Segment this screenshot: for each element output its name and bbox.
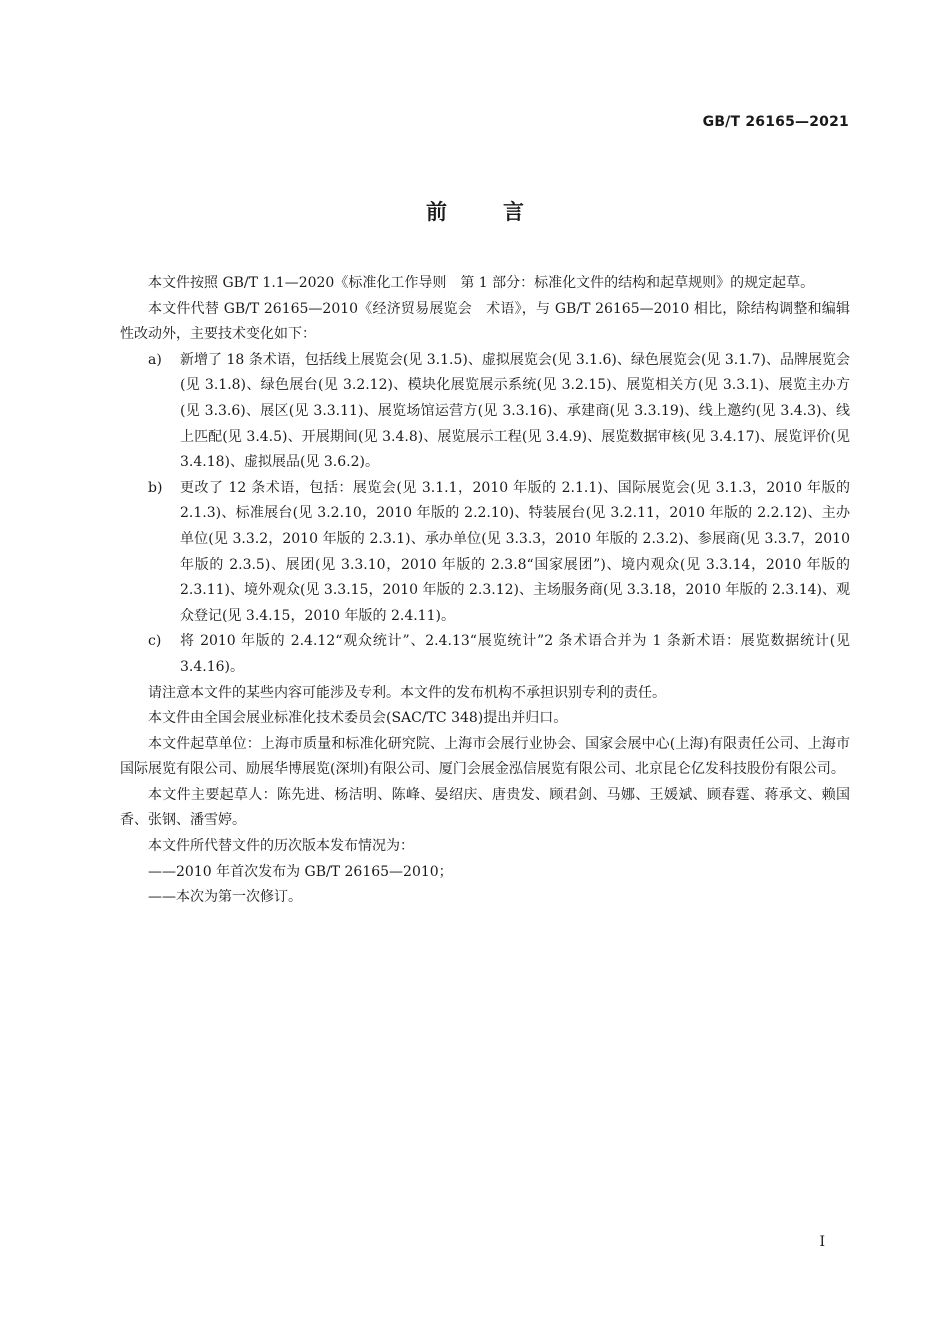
paragraph-replacement: 本文件代替 GB/T 26165—2010《经济贸易展览会 术语》，与 GB/T 26165—2010 相比，除结构调整和编辑性改动外，主要技术变化如下：: [120, 300, 850, 343]
paragraph-history-intro: 本文件所代替文件的历次版本发布情况为：: [148, 838, 414, 855]
paragraph-patent-notice: 请注意本文件的某些内容可能涉及专利。本文件的发布机构不承担识别专利的责任。: [148, 684, 666, 701]
standard-number: GB/T 26165—2021: [702, 114, 849, 130]
list-item: [120, 348, 850, 476]
list-item-text: 更改了 12 条术语，包括：展览会(见 3.1.1，2010 年版的 2.1.1)、国际展览会(见 3.1.3，2010 年版的 2.1.3)、标准展台(见 3.2.10，2010 年版的 2.2.10)、特装展台(见 3.2.11，2010 年版的 2.2.12)、主办单位(见 3.3.2，2010 年版的 2.3.1)、承办单位(见 3.3.3，2010 年版的 2.3.2)、参展商(见 3.3.7，2010 年版的 2.3.5)、展团(见 3.3.10，2010 年版的 2.3.8“国家展团”)、境内观众(见 3.3.14，2010 年版的 2.3.11)、境外观众(见 3.3.15，2010 年版的 2.3.12)、主场服务商(见 3.3.18，2010 年版的 2.3.14)、观众登记(见 3.4.15，2010 年版的 2.4.11)。: [180, 479, 850, 624]
list-item: [120, 629, 850, 680]
paragraph-drafting-rules: 本文件按照 GB/T 1.1—2020《标准化工作导则 第 1 部分：标准化文件的结构和起草规则》的规定起草。: [148, 275, 815, 291]
page-number: I: [819, 1234, 825, 1250]
list-item-label: c): [148, 633, 162, 650]
list-item-label: b): [148, 479, 163, 496]
paragraph-proposer: 本文件由全国会展业标准化技术委员会(SAC/TC 348)提出并归口。: [148, 710, 568, 727]
paragraph-drafters: 本文件主要起草人：陈先进、杨洁明、陈峰、晏绍庆、唐贵发、顾君剑、马娜、王媛斌、顾春霆、蒋承文、赖国香、张钢、潘雪婷。: [120, 786, 850, 829]
list-item: [120, 476, 850, 630]
list-item-text: 新增了 18 条术语，包括线上展览会(见 3.1.5)、虚拟展览会(见 3.1.6)、绿色展览会(见 3.1.7)、品牌展览会(见 3.1.8)、绿色展台(见 3.2.12)、模块化展览展示系统(见 3.2.15)、展览相关方(见 3.3.1)、展览主办方(见 3.3.6)、展区(见 3.3.11)、展览场馆运营方(见 3.3.16)、承建商(见 3.3.19)、线上邀约(见 3.4.3)、线上匹配(见 3.4.5)、开展期间(见 3.4.8)、展览展示工程(见 3.4.9)、展览数据审核(见 3.4.17)、展览评价(见 3.4.18)、虚拟展品(见 3.6.2)。: [180, 351, 850, 471]
list-item-text: 将 2010 年版的 2.4.12“观众统计”、2.4.13“展览统计”2 条术语合并为 1 条新术语：展览数据统计(见 3.4.16)。: [180, 633, 850, 675]
paragraph-drafting-units: 本文件起草单位：上海市质量和标准化研究院、上海市会展行业协会、国家会展中心(上海)有限责任公司、上海市国际展览有限公司、励展华博展览(深圳)有限公司、厦门会展金泓信展览有限公司、北京昆仑亿发科技股份有限公司。: [120, 735, 850, 778]
list-item-label: a): [148, 351, 162, 368]
page-title: 前言: [426, 200, 580, 224]
foreword-body: [120, 271, 850, 911]
history-entry: ——2010 年首次发布为 GB/T 26165—2010；: [148, 863, 453, 880]
history-entry: ——本次为第一次修订。: [148, 889, 302, 906]
